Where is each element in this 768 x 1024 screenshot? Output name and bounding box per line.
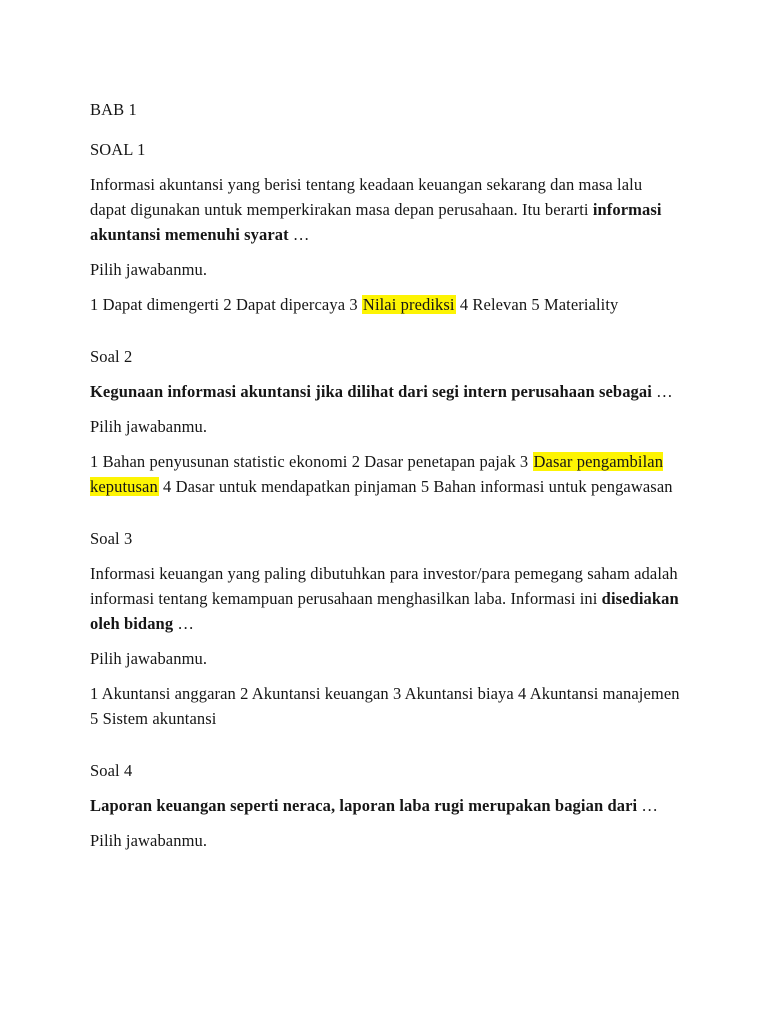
question-heading: SOAL 1 xyxy=(90,140,146,159)
answer-options xyxy=(90,681,680,731)
question-text xyxy=(90,172,680,247)
answer-options xyxy=(90,292,680,317)
answer-prompt: Pilih jawabanmu. xyxy=(90,831,208,850)
answer-prompt: Pilih jawabanmu. xyxy=(90,417,208,436)
question-heading: Soal 3 xyxy=(90,529,133,548)
text-segment: 1 Akuntansi anggaran 2 Akuntansi keuangan 3 Akuntansi biaya 4 Akuntansi manajemen 5 Sistem akuntansi xyxy=(90,684,680,728)
chapter-title: BAB 1 xyxy=(90,100,137,119)
question-text xyxy=(90,561,680,636)
question-heading: Soal 4 xyxy=(90,761,133,780)
text-segment: 4 Relevan 5 Materiality xyxy=(455,295,619,314)
text-segment: … xyxy=(173,614,195,633)
text-segment: Informasi keuangan yang paling dibutuhkan para investor/para pemegang saham adalah informasi tentang kemampuan perusahaan menghasilkan laba. Informasi ini xyxy=(90,564,678,608)
question-text xyxy=(90,379,680,404)
text-segment: 4 Dasar untuk mendapatkan pinjaman 5 Bahan informasi untuk pengawasan xyxy=(158,477,673,496)
question-section xyxy=(90,137,680,317)
question-section xyxy=(90,344,680,499)
question-section xyxy=(90,758,680,853)
text-segment: 1 Dapat dimengerti 2 Dapat dipercaya 3 xyxy=(90,295,362,314)
answer-prompt: Pilih jawabanmu. xyxy=(90,649,208,668)
highlighted-answer: Nilai prediksi xyxy=(362,295,455,314)
text-segment: Informasi akuntansi yang berisi tentang keadaan keuangan sekarang dan masa lalu dapat digunakan untuk memperkirakan masa depan perusahaan. Itu berarti xyxy=(90,175,643,219)
question-section xyxy=(90,526,680,731)
text-segment: 1 Bahan penyusunan statistic ekonomi 2 Dasar penetapan pajak 3 xyxy=(90,452,533,471)
question-bold-segment: Kegunaan informasi akuntansi jika dilihat dari segi intern perusahaan sebagai xyxy=(90,382,657,401)
text-segment: … xyxy=(288,225,310,244)
text-segment: … xyxy=(641,796,659,815)
answer-options xyxy=(90,449,680,499)
question-text xyxy=(90,793,680,818)
question-bold-segment: disediakan oleh bidang xyxy=(90,589,679,633)
sections xyxy=(90,137,680,853)
highlighted-answer: Dasar pengambilan keputusan xyxy=(90,452,664,496)
question-heading: Soal 2 xyxy=(90,347,133,366)
question-bold-segment: Laporan keuangan seperti neraca, laporan laba rugi merupakan bagian dari xyxy=(90,796,642,815)
text-segment: … xyxy=(656,382,673,401)
question-bold-segment: informasi akuntansi memenuhi syarat xyxy=(90,200,662,244)
answer-prompt: Pilih jawabanmu. xyxy=(90,260,208,279)
